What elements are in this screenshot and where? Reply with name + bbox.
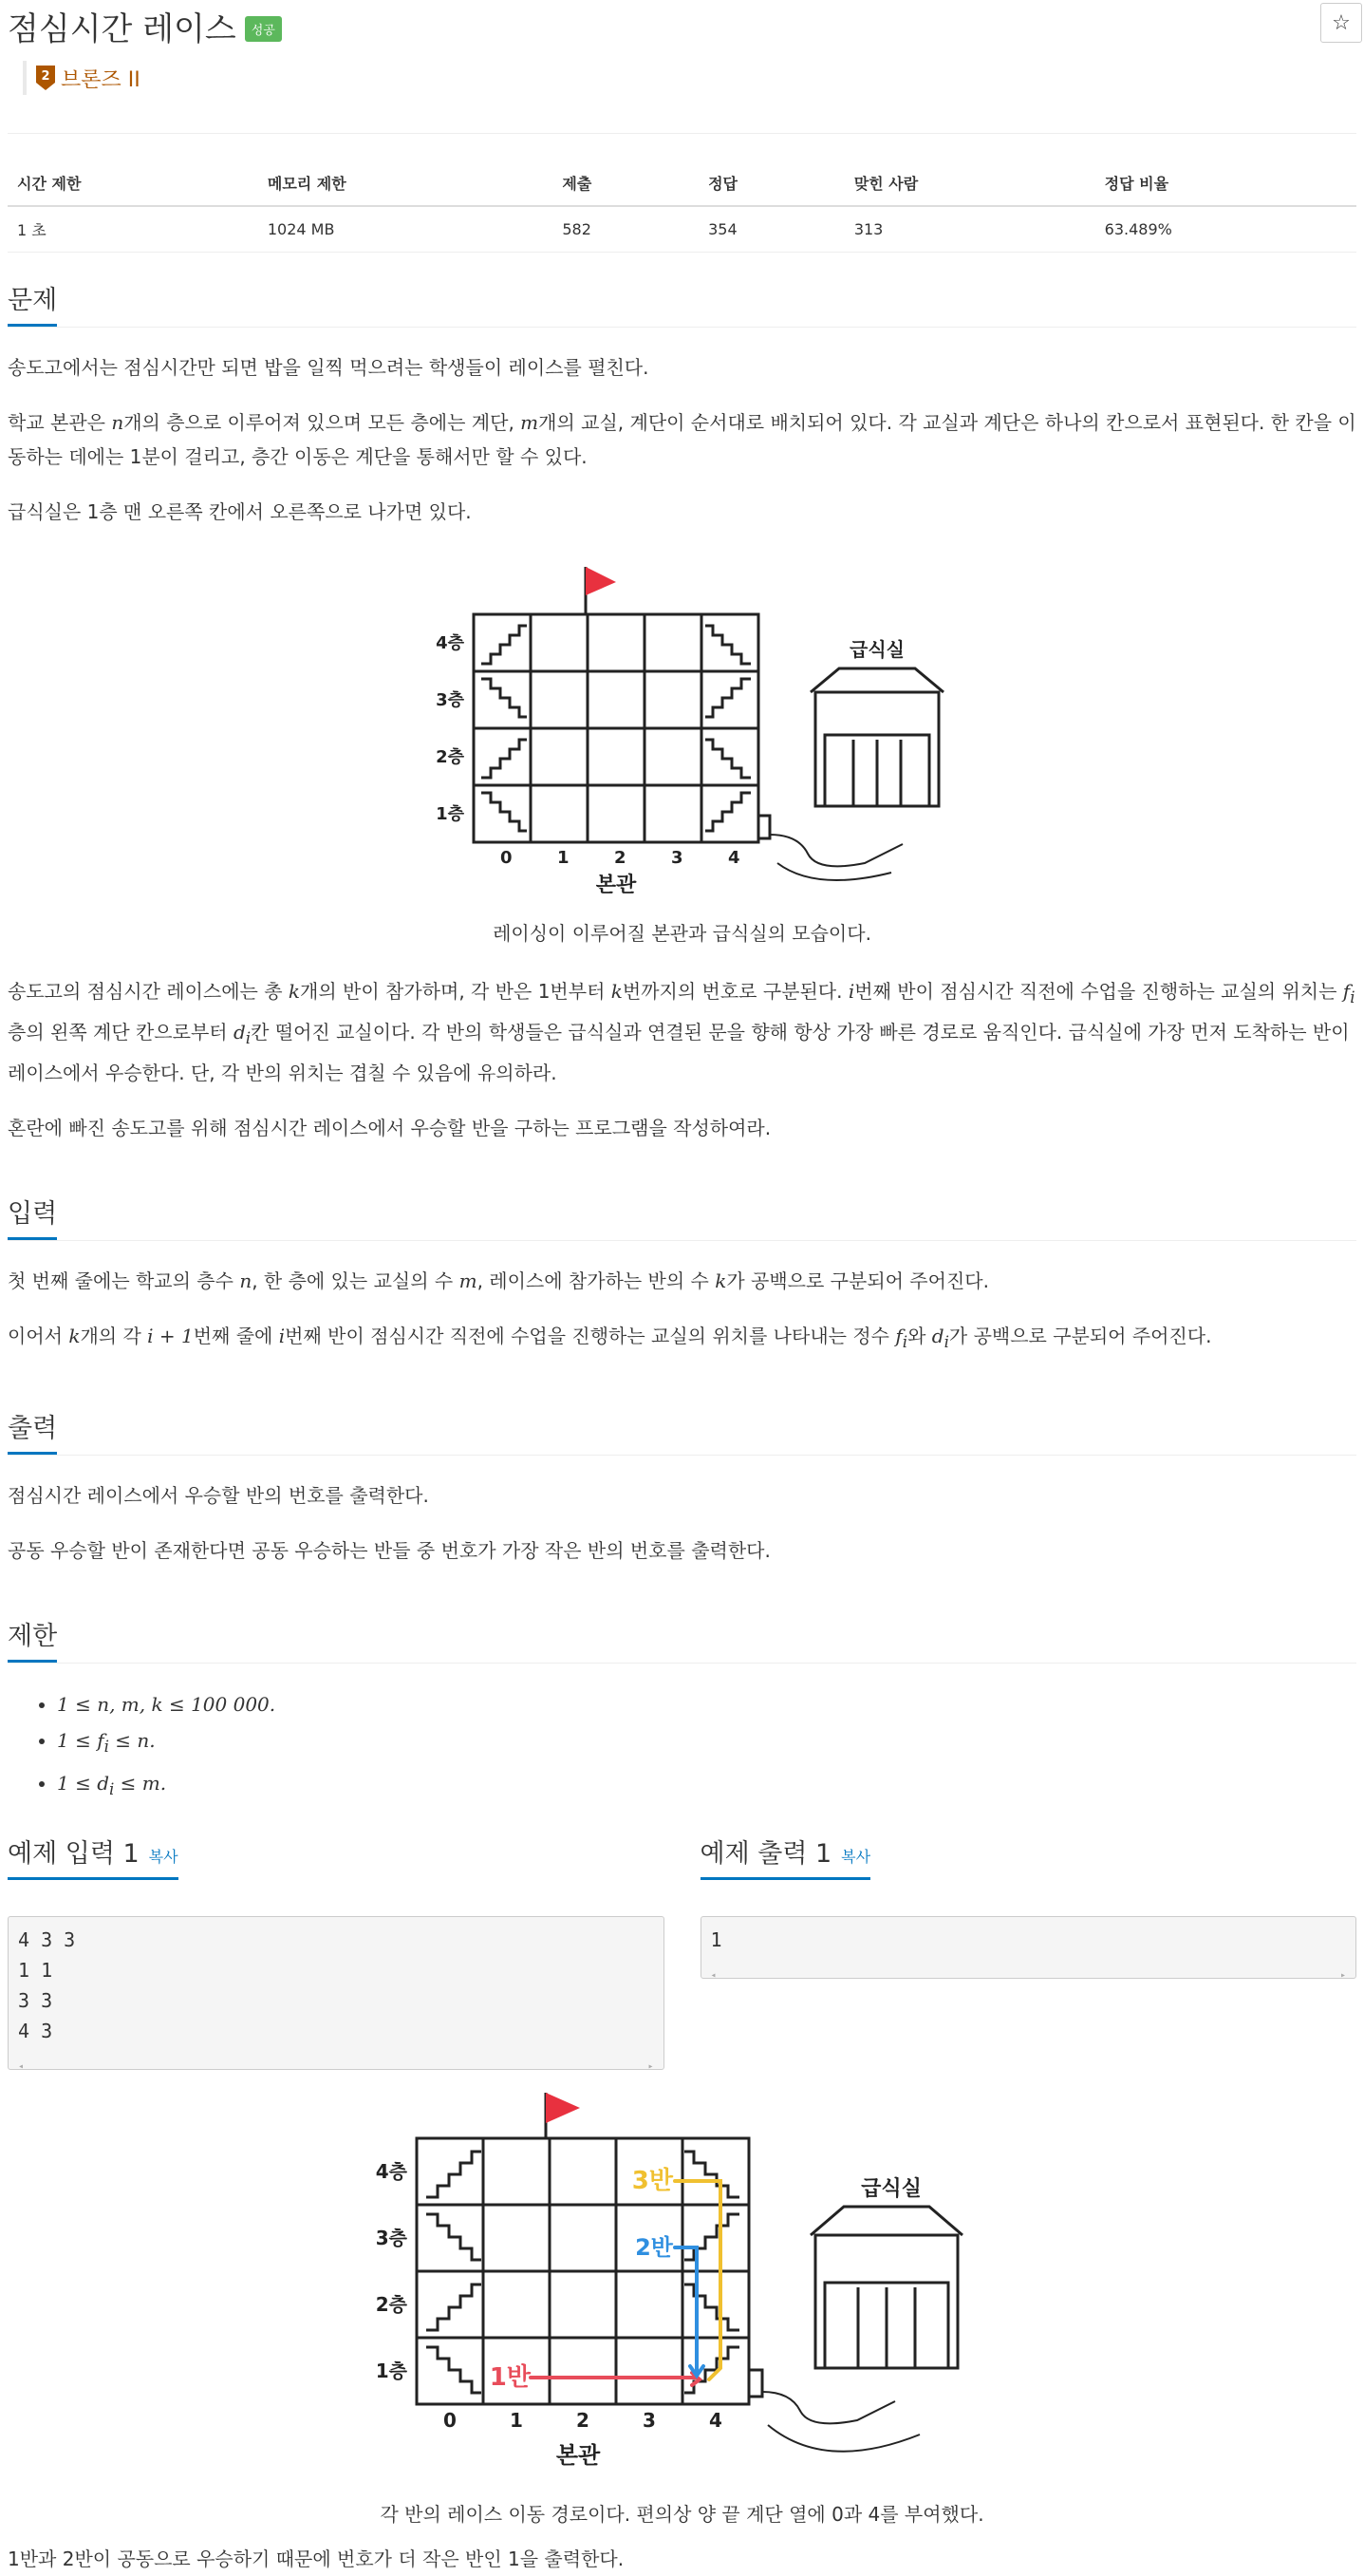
list-item: • $1 \le f_i \le n$. (57, 1722, 1356, 1765)
horizontal-scrollbar[interactable] (18, 2052, 654, 2072)
code-line: 1 (710, 1928, 722, 1951)
floor-label: 1층 (375, 2360, 407, 2382)
title-row (8, 0, 1356, 47)
col-label: 2 (575, 2409, 589, 2432)
header-accept-ratio: 정답 비율 (1095, 160, 1356, 206)
col-label: 0 (442, 2409, 457, 2432)
output-section-header (8, 1381, 1356, 1456)
header-submissions: 제출 (552, 160, 699, 206)
solvers-value: 313 (845, 206, 1095, 253)
paragraph: 첫 번째 줄에는 학교의 층수 n, 한 층에 있는 교실의 수 m, 레이스에 참가하는 반의 수 k가 공백으로 구분되어 주어진다. (8, 1269, 989, 1292)
class3-label: 3반 (631, 2167, 673, 2195)
col-label: 3 (670, 848, 683, 868)
time-limit-value: 1 초 (8, 206, 258, 253)
table-row (8, 206, 1356, 253)
star-button[interactable] (1320, 3, 1362, 43)
input-description (8, 1264, 1356, 1360)
col-label: 2 (613, 848, 626, 868)
header-memory-limit: 메모리 제한 (258, 160, 553, 206)
header-accepted: 정답 (699, 160, 845, 206)
class2-label: 2반 (634, 2234, 673, 2261)
scroll-left-icon: ◂ (18, 2061, 25, 2072)
paragraph: 1반과 2반이 공동으로 우승하기 때문에 번호가 더 작은 반인 1을 출력한다. (8, 2548, 625, 2570)
section-title-input: 입력 (8, 1193, 57, 1240)
paragraph: 이어서 k개의 각 i + 1번째 줄에 i번째 반이 점심시간 직전에 수업을 진행하는 교실의 위치를 나타내는 정수 $f_i$와 $d_i$가 공백으로 구분되어 주어진다. (8, 1325, 1212, 1351)
building-figure (379, 550, 986, 911)
class1-label: 1반 (489, 2363, 531, 2392)
floor-label: 2층 (375, 2293, 407, 2316)
col-label: 1 (556, 848, 570, 868)
copy-output-button[interactable]: 복사 (841, 1848, 871, 1866)
problem-section-header (8, 253, 1356, 328)
cafeteria-label: 급식실 (849, 638, 905, 661)
figure-caption: 레이싱이 이루어질 본관과 급식실의 모습이다. (493, 922, 871, 945)
paragraph: 공동 우승할 반이 존재한다면 공동 우승하는 반들 중 번호가 가장 작은 반의 번호를 출력한다. (8, 1539, 771, 1562)
status-badge: 성공 (245, 16, 282, 42)
code-line: 1 1 (18, 1959, 53, 1982)
example-input-box[interactable] (8, 1916, 664, 2070)
horizontal-scrollbar[interactable] (710, 1961, 1347, 1981)
scroll-right-icon: ▸ (1339, 1970, 1346, 1981)
header-solvers: 맞힌 사람 (845, 160, 1095, 206)
tier-label: 브론즈 II (61, 67, 140, 92)
example-output-column (701, 1833, 1357, 2070)
building-label: 본관 (555, 2442, 600, 2469)
examples (8, 1833, 1356, 2070)
memory-limit-value: 1024 MB (258, 206, 553, 253)
class2-path (675, 2247, 697, 2373)
code-line: 3 3 (18, 1989, 53, 2012)
scroll-right-icon: ▸ (647, 2061, 654, 2072)
floor-label: 3층 (435, 690, 464, 710)
problem-description (8, 350, 1356, 1145)
header-time-limit: 시간 제한 (8, 160, 258, 206)
col-label: 4 (727, 848, 740, 868)
list-item: • 1 ≤ n, m, k ≤ 100 000. (57, 1686, 1356, 1722)
section-title-output: 출력 (8, 1407, 57, 1455)
paragraph: 점심시간 레이스에서 우승할 반의 번호를 출력한다. (8, 1484, 429, 1507)
col-label: 4 (708, 2409, 722, 2432)
star-icon: ☆ (1332, 10, 1351, 35)
paragraph: 급식실은 1층 맨 오른쪽 칸에서 오른쪽으로 나가면 있다. (8, 500, 472, 523)
example-input-title: 예제 입력 1 복사 (8, 1833, 178, 1880)
limit-list (8, 1686, 1356, 1808)
paragraph: 혼란에 빠진 송도고를 위해 점심시간 레이스에서 우승할 반을 구하는 프로그램을 작성하여라. (8, 1117, 772, 1139)
code-line: 4 3 (18, 2020, 53, 2042)
example-input-column (8, 1833, 664, 2070)
col-label: 0 (499, 848, 513, 868)
paragraph: 학교 본관은 n개의 층으로 이루어져 있으며 모든 층에는 계단, m개의 교실, 계단이 순서대로 배치되어 있다. 각 교실과 계단은 하나의 칸으로서 표현된다. 한 칸을 이동하는 데에는 1분이 걸리고, 층간 이동은 계단을 통해서만 할 수 있다. (8, 411, 1356, 468)
section-title-limit: 제한 (8, 1615, 57, 1663)
paragraph: 송도고의 점심시간 레이스에는 총 k개의 반이 참가하며, 각 반은 1번부터 k번까지의 번호로 구분된다. i번째 반이 점심시간 직전에 수업을 진행하는 교실의 위치는 $f_i$층의 왼쪽 계단 칸으로부터 $d_i$칸 떨어진 교실이다. 각 반의 학생들은 급식실과 연결된 문을 향해 항상 가장 빠른 경로로 움직인다. 급식실에 가장 먼저 도착하는 반이 레이스에서 우승한다. 단, 각 반의 위치는 겹칠 수 있음에 유의하라. (8, 980, 1355, 1084)
page-title: 점심시간 레이스 (8, 9, 236, 48)
paragraph: 송도고에서는 점심시간만 되면 밥을 일찍 먹으려는 학생들이 레이스를 펼친다. (8, 356, 649, 379)
bronze-tier-icon (34, 64, 57, 92)
tier-number: 2 (41, 69, 50, 84)
copy-input-button[interactable]: 복사 (148, 1848, 178, 1866)
building-label: 본관 (595, 874, 636, 897)
input-section-header (8, 1166, 1356, 1241)
section-title-problem: 문제 (8, 279, 57, 327)
list-item: • $1 \le d_i \le m$. (57, 1765, 1356, 1808)
floor-label: 2층 (435, 747, 464, 767)
floor-label: 1층 (435, 804, 464, 824)
example-output-box[interactable] (701, 1916, 1357, 1979)
code-line: 4 3 3 (18, 1928, 76, 1951)
accept-ratio-value: 63.489% (1095, 206, 1356, 253)
problem-info-table (8, 160, 1356, 253)
limit-section-header (8, 1589, 1356, 1664)
floor-label: 3층 (375, 2227, 407, 2249)
cafeteria-label: 급식실 (860, 2177, 922, 2201)
scroll-left-icon: ◂ (710, 1970, 717, 1981)
example-output-title: 예제 출력 1 복사 (701, 1833, 871, 1880)
floor-label: 4층 (435, 633, 464, 653)
output-description (8, 1478, 1356, 1568)
accepted-value: 354 (699, 206, 845, 253)
race-path-figure (322, 2083, 1043, 2491)
divider (8, 133, 1356, 134)
tier-badge (23, 61, 1356, 95)
figure-caption: 각 반의 레이스 이동 경로이다. 편의상 양 끝 계단 열에 0과 4를 부여했다. (380, 2503, 984, 2526)
floor-label: 4층 (375, 2160, 407, 2183)
col-label: 3 (642, 2409, 656, 2432)
submissions-value: 582 (552, 206, 699, 253)
col-label: 1 (509, 2409, 523, 2432)
